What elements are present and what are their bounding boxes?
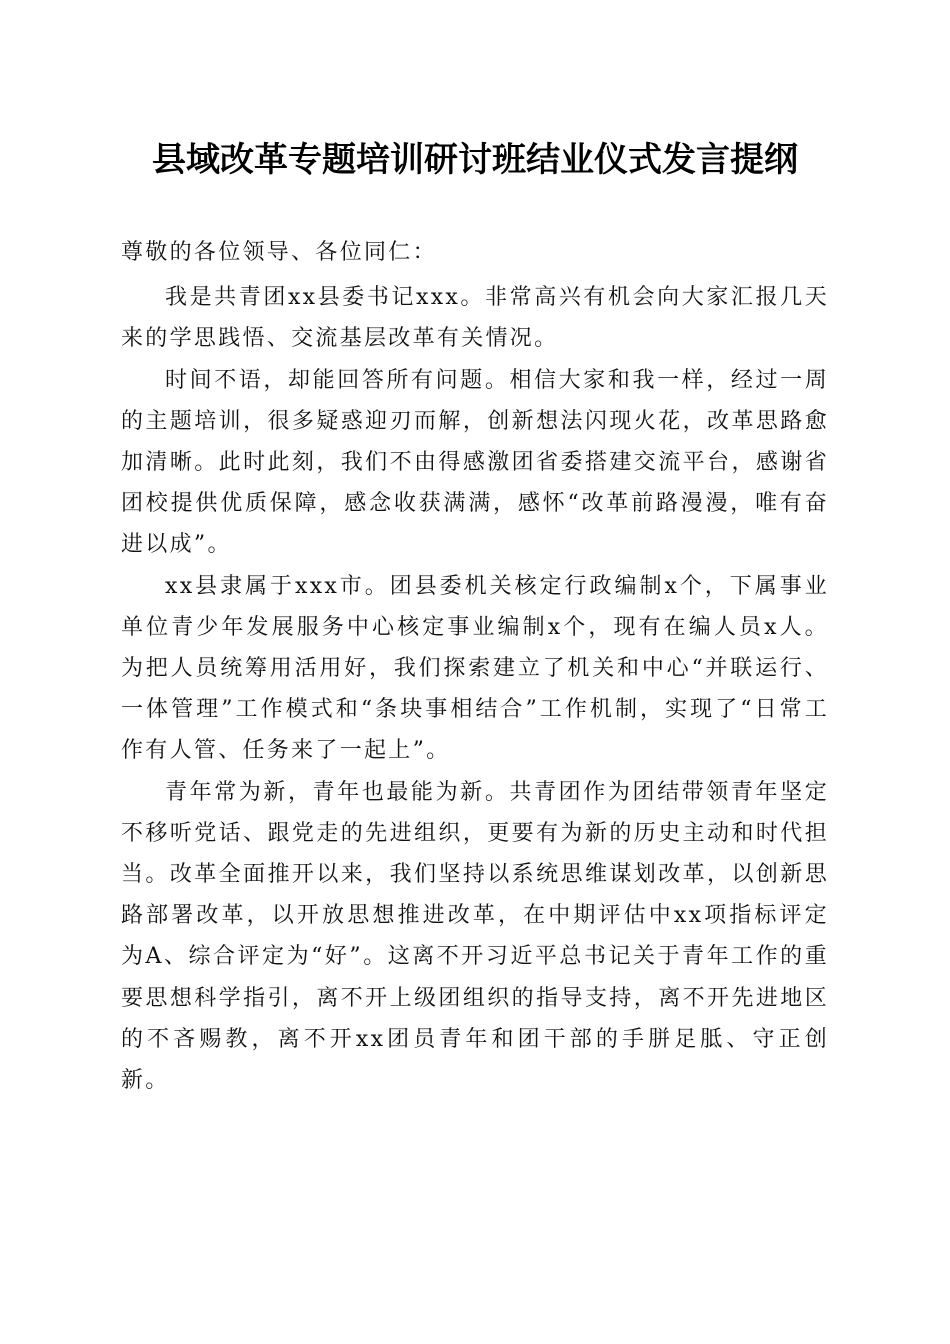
paragraph-4: 青年常为新，青年也最能为新。共青团作为团结带领青年坚定不移听党话、跟党走的先进组织，更要有为新的历史主动和时代担当。改革全面推开以来，我们坚持以系统思维谋划改革，以创新思路部署改革，以开放思想推进改革，在中期评估中xx项指标评定为A、综合评定为“好”。这离不开习近平总书记关于青年工作的重要思想科学指引，离不开上级团组织的指导支持，离不开先进地区的不吝赐教，离不开xx团员青年和团干部的手胼足胝、守正创新。 xyxy=(121,779,829,1094)
paragraph-1: 我是共青团xx县委书记xxx。非常高兴有机会向大家汇报几天来的学思践悟、交流基层改革有关情况。 xyxy=(121,285,829,352)
paragraph-3: xx县隶属于xxx市。团县委机关核定行政编制x个，下属事业单位青少年发展服务中心核定事业编制x个，现有在编人员x人。为把人员统筹用活用好，我们探索建立了机关和中心“并联运行、一体管理”工作模式和“条块事相结合”工作机制，实现了“日常工作有人管、任务来了一起上”。 xyxy=(121,573,829,764)
document-title: 县域改革专题培训研讨班结业仪式发言提纲 xyxy=(152,140,798,180)
document-body xyxy=(121,232,829,1101)
paragraph-2: 时间不语，却能回答所有问题。相信大家和我一样，经过一周的主题培训，很多疑惑迎刃而解，创新想法闪现火花，改革思路愈加清晰。此时此刻，我们不由得感激团省委搭建交流平台，感谢省团校提供优质保障，感念收获满满，感怀“改革前路漫漫，唯有奋进以成”。 xyxy=(121,367,829,558)
salutation: 尊敬的各位领导、各位同仁： xyxy=(121,240,437,265)
